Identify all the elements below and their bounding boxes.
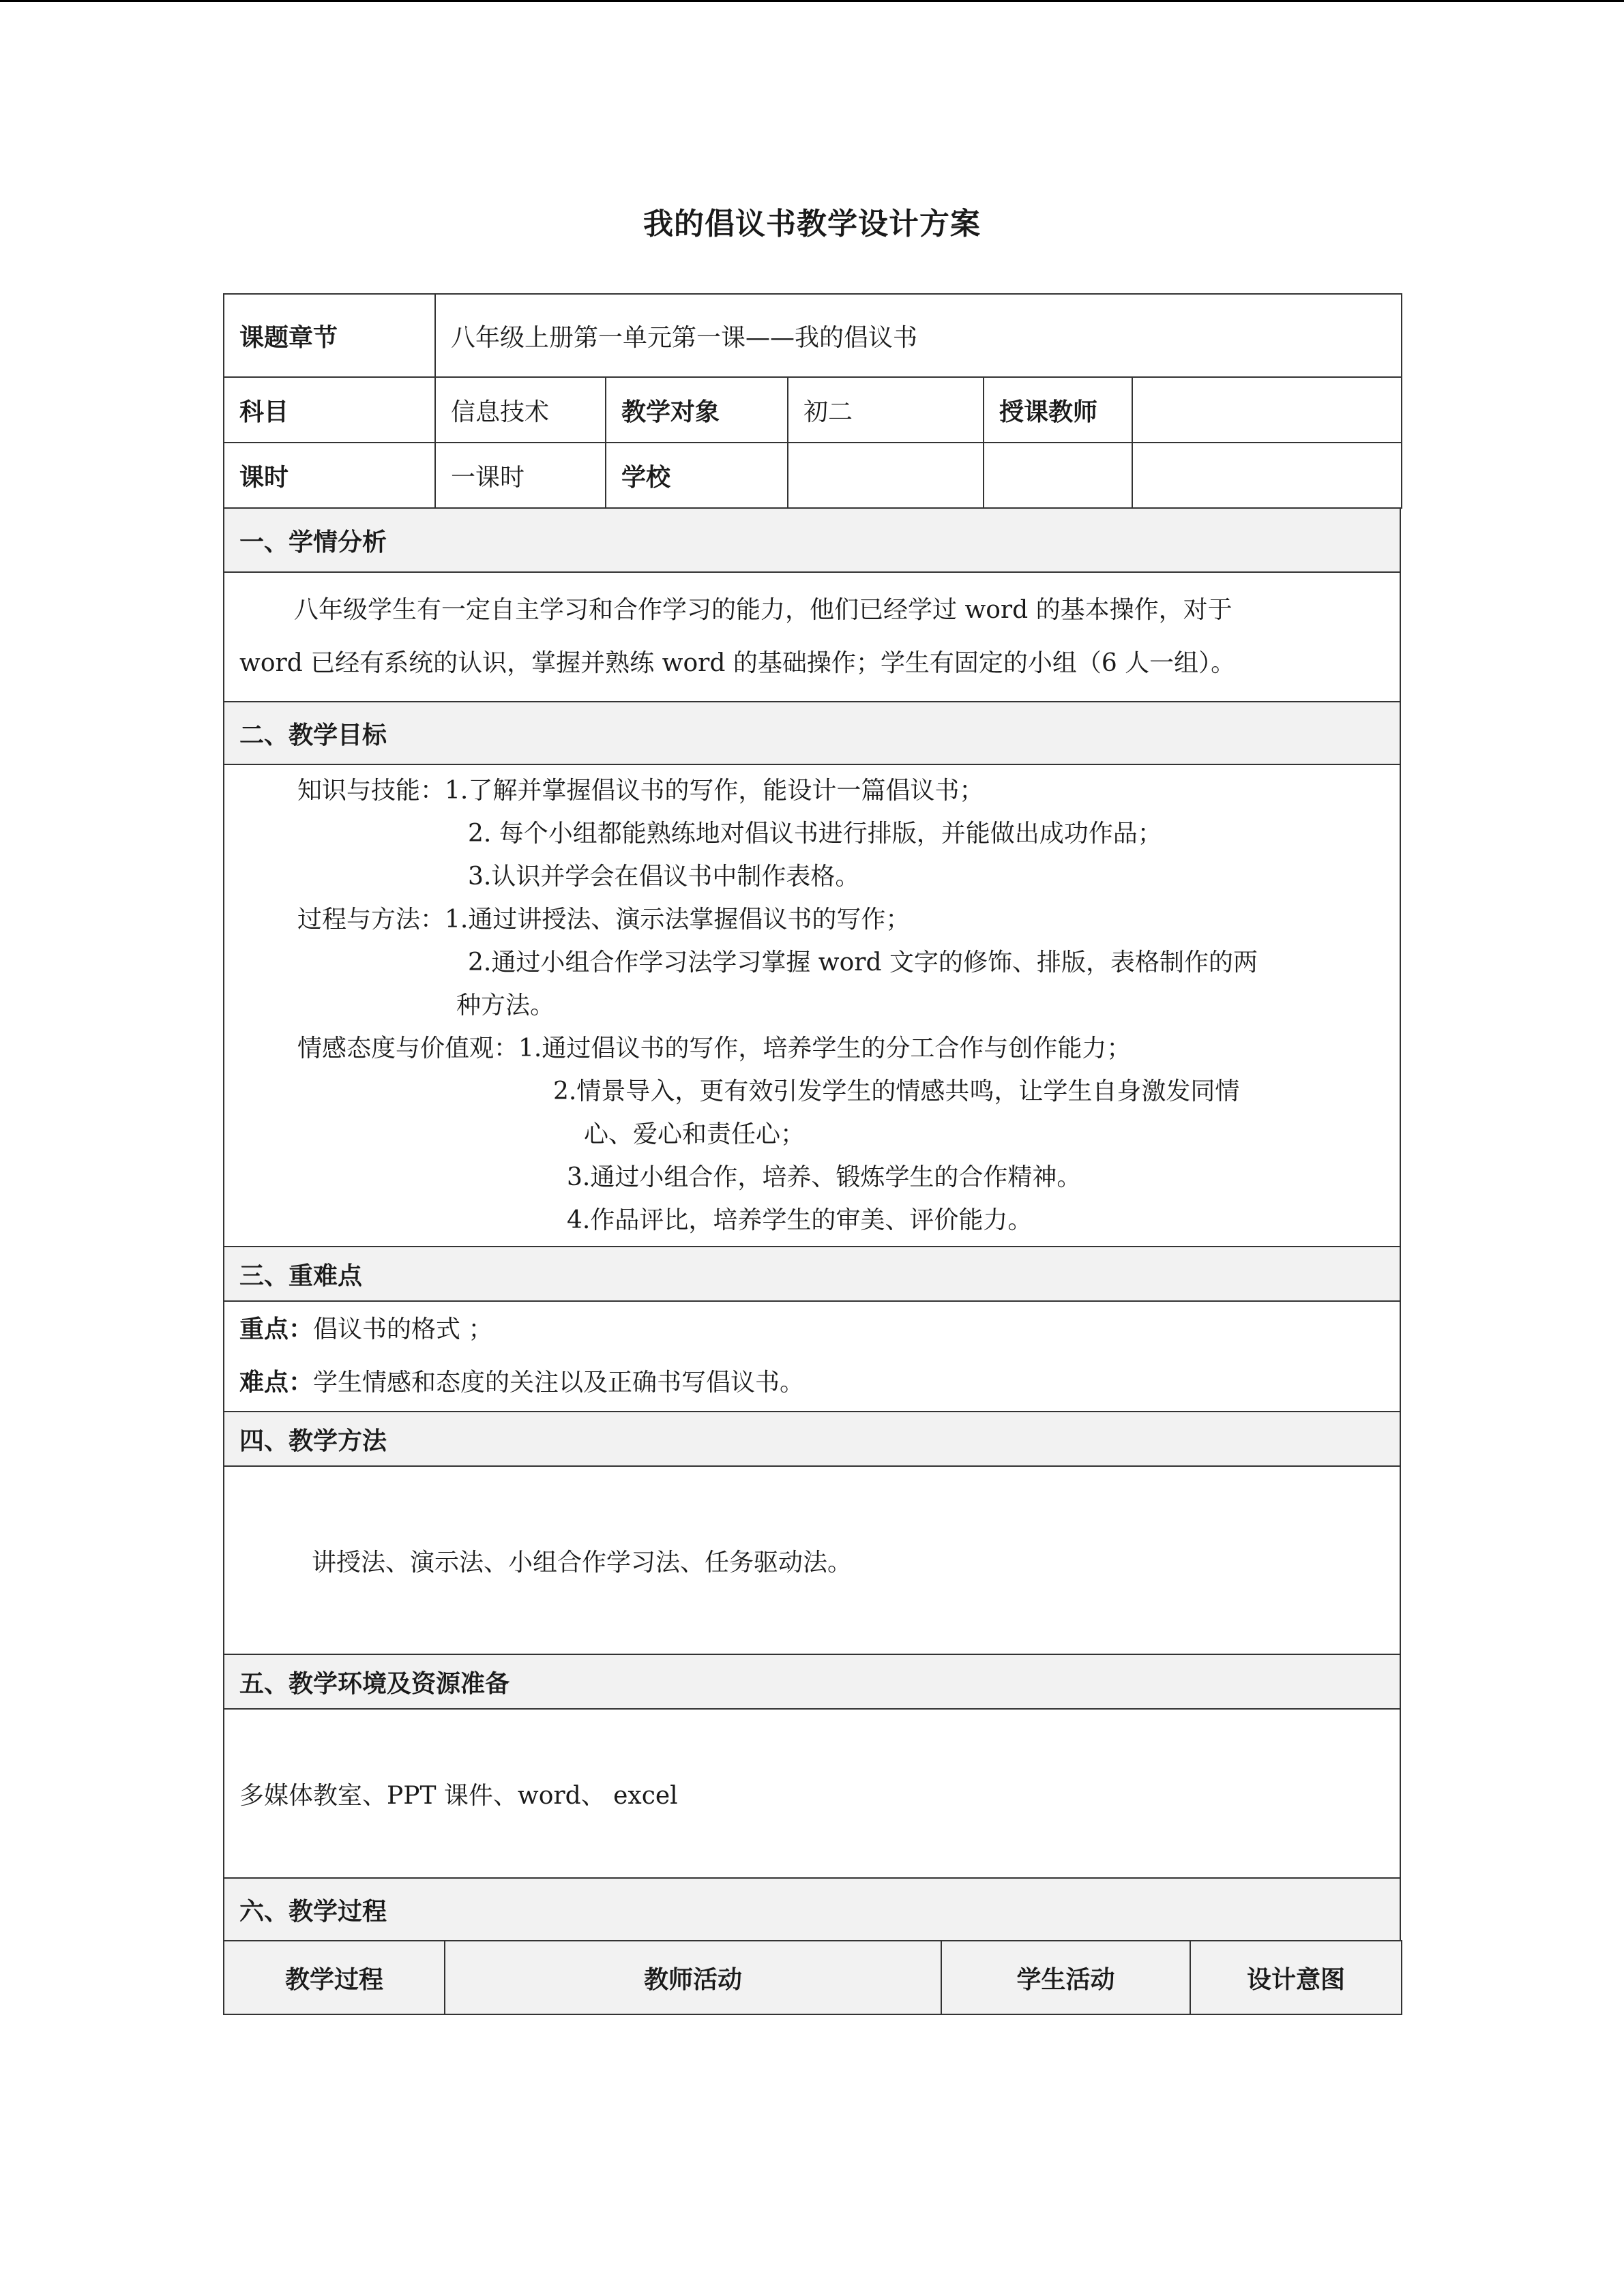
analysis-line: 八年级学生有一定自主学习和合作学习的能力，他们已经学过 word 的基本操作，对于 (294, 596, 1232, 624)
chapter-value: 八年级上册第一单元第一课——我的倡议书 (435, 294, 1402, 377)
process-column-header: 教师活动 (445, 1941, 941, 2014)
methods-heading: 四、教学方法 (224, 1412, 1400, 1466)
process-column-header: 教学过程 (224, 1941, 445, 2014)
analysis-heading: 一、学情分析 (224, 508, 1400, 572)
difficulty-value: 学生情感和态度的关注以及正确书写倡议书。 (313, 1369, 805, 1397)
analysis-line: word 已经有系统的认识，掌握并熟练 word 的基础操作；学生有固定的小组（6 人一组）。 (239, 649, 1236, 677)
period-label: 课时 (224, 443, 435, 508)
key-point-line (239, 1303, 1385, 1356)
process-table (223, 1940, 1402, 2015)
key-point-label: 重点： (239, 1315, 314, 1343)
process-column-header: 学生活动 (941, 1941, 1190, 2014)
goal-line: 3.认识并学会在倡议书中制作表格。 (468, 863, 860, 891)
subject-label: 科目 (224, 377, 435, 443)
difficulty-line (239, 1356, 1385, 1410)
content-table (223, 507, 1401, 1941)
audience-label: 教学对象 (606, 377, 788, 443)
page-title: 我的倡议书教学设计方案 (643, 207, 981, 241)
chapter-label: 课题章节 (224, 294, 435, 377)
teacher-value (1132, 377, 1402, 443)
goal-line: 过程与方法：1.通过讲授法、演示法掌握倡议书的写作； (297, 906, 911, 934)
goal-line: 2.情景导入，更有效引发学生的情感共鸣，让学生自身激发同情 (553, 1077, 1240, 1105)
analysis-body (224, 572, 1400, 702)
resources-body: 多媒体教室、PPT 课件、word、 excel (224, 1709, 1400, 1878)
page-top-border (0, 0, 1624, 2)
goal-line: 4.作品评比，培养学生的审美、评价能力。 (567, 1206, 1033, 1234)
difficulty-label: 难点： (239, 1369, 314, 1397)
info-table (223, 293, 1402, 509)
goal-line: 2. 每个小组都能熟练地对倡议书进行排版，并能做出成功作品； (468, 820, 1162, 848)
teacher-label: 授课教师 (984, 377, 1132, 443)
methods-body: 讲授法、演示法、小组合作学习法、任务驱动法。 (224, 1466, 1400, 1654)
goal-line: 种方法。 (456, 992, 555, 1019)
school-label: 学校 (606, 443, 788, 508)
key-point-value: 倡议书的格式 ； (313, 1315, 493, 1343)
goal-line: 2.通过小组合作学习法学习掌握 word 文字的修饰、排版，表格制作的两 (468, 949, 1258, 976)
process-heading: 六、教学过程 (224, 1878, 1400, 1941)
keypoints-body (224, 1301, 1400, 1412)
school-value (788, 443, 984, 508)
blank-cell (984, 443, 1132, 508)
resources-heading: 五、教学环境及资源准备 (224, 1654, 1400, 1709)
audience-value: 初二 (788, 377, 984, 443)
goal-line: 情感态度与价值观：1.通过倡议书的写作，培养学生的分工合作与创作能力； (297, 1034, 1132, 1062)
goal-line: 心、爱心和责任心； (584, 1120, 806, 1148)
goals-heading: 二、教学目标 (224, 702, 1400, 764)
subject-value: 信息技术 (435, 377, 606, 443)
keypoints-heading: 三、重难点 (224, 1247, 1400, 1301)
goals-body (224, 764, 1400, 1247)
goal-line: 知识与技能：1.了解并掌握倡议书的写作，能设计一篇倡议书； (297, 777, 984, 805)
goal-line: 3.通过小组合作，培养、锻炼学生的合作精神。 (567, 1163, 1082, 1191)
blank-cell (1132, 443, 1402, 508)
period-value: 一课时 (435, 443, 606, 508)
lesson-plan-sheet (223, 293, 1401, 2015)
process-column-header: 设计意图 (1190, 1941, 1402, 2014)
